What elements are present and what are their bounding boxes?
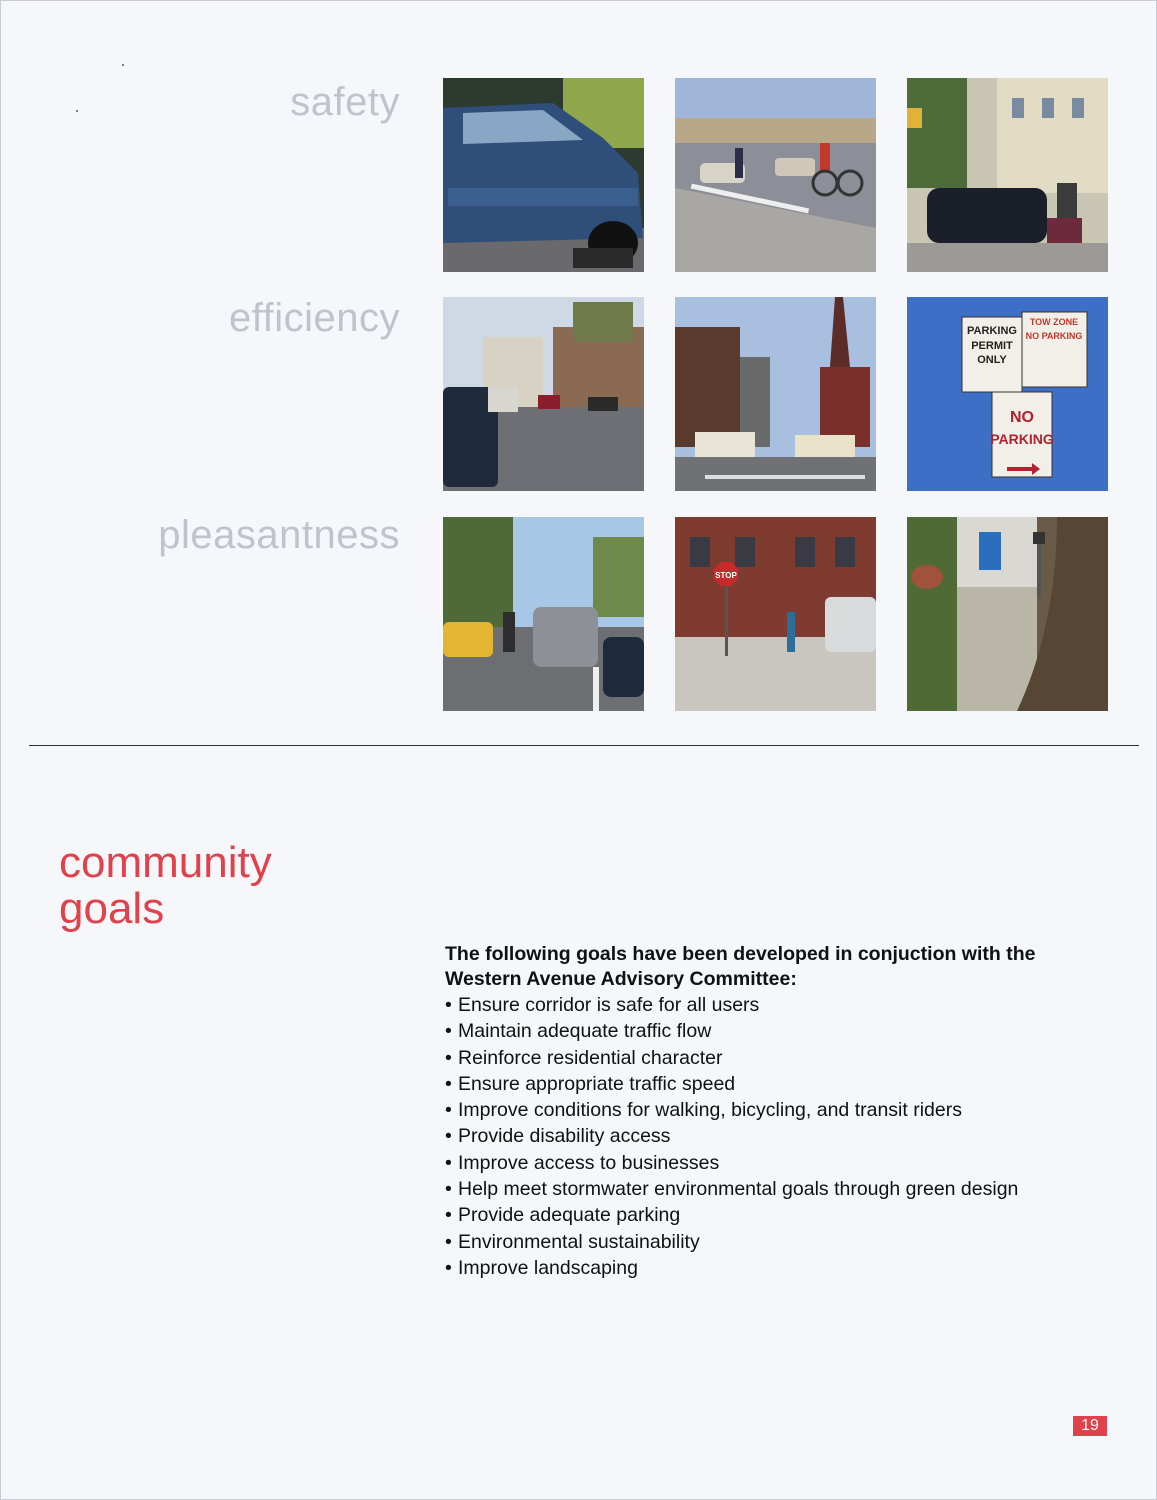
sign-text-no-parking-top: NO PARKING xyxy=(1025,331,1083,341)
bullet-icon: • xyxy=(445,1230,452,1253)
goal-text: Environmental sustainability xyxy=(458,1230,700,1253)
goal-text: Ensure appropriate traffic speed xyxy=(458,1072,736,1095)
section-title-line-2: goals xyxy=(59,884,165,933)
goal-item xyxy=(445,1176,1018,1202)
goal-item xyxy=(445,1018,1018,1044)
goal-item xyxy=(445,1202,1018,1228)
row-label-pleasantness: pleasantness xyxy=(158,513,400,557)
sign-text-permit: PERMIT xyxy=(971,340,1013,352)
sign-text-parking: PARKING xyxy=(967,325,1017,337)
goal-text: Provide adequate parking xyxy=(458,1204,681,1227)
sign-text-tow-zone: TOW ZONE xyxy=(1029,317,1079,327)
bullet-icon: • xyxy=(445,1099,452,1122)
goal-item xyxy=(445,992,1018,1018)
photo-stop-sign xyxy=(675,517,876,711)
row-label-safety: safety xyxy=(290,80,400,124)
goal-text: Improve landscaping xyxy=(458,1256,638,1279)
goal-item xyxy=(445,1045,1018,1071)
goal-text: Improve access to businesses xyxy=(458,1151,720,1174)
row-label-efficiency: efficiency xyxy=(228,296,400,340)
bullet-icon: • xyxy=(445,1151,452,1174)
goal-text: Maintain adequate traffic flow xyxy=(458,1020,712,1043)
bullet-icon: • xyxy=(445,994,452,1016)
goal-item xyxy=(445,1255,1018,1281)
stop-sign-text: STOP xyxy=(715,571,737,580)
photo-avenue-traffic xyxy=(443,297,644,491)
photo-parked-cars xyxy=(907,78,1108,272)
scan-speck xyxy=(76,110,78,112)
sign-text-parking-bottom: PARKING xyxy=(990,431,1054,447)
goal-text: Improve conditions for walking, bicycling, and transit riders xyxy=(458,1099,962,1122)
photo-parking-signs xyxy=(907,297,1108,491)
photo-car-in-motion xyxy=(443,78,644,272)
scan-speck xyxy=(122,64,124,66)
photo-crosswalk xyxy=(675,78,876,272)
bullet-icon: • xyxy=(445,1125,452,1148)
photo-cyclist-traffic xyxy=(443,517,644,711)
bullet-icon: • xyxy=(445,1204,452,1227)
photo-buses-church xyxy=(675,297,876,491)
goal-text: Reinforce residential character xyxy=(458,1046,723,1069)
goal-text: Provide disability access xyxy=(458,1125,671,1148)
goal-item xyxy=(445,1229,1018,1255)
bullet-icon: • xyxy=(445,1020,452,1043)
section-title xyxy=(59,840,272,932)
goal-item xyxy=(445,1150,1018,1176)
goal-text: Help meet stormwater environmental goals through green design xyxy=(458,1178,1019,1201)
goals-list xyxy=(445,992,1018,1281)
photo-sidewalk-tree xyxy=(907,517,1108,711)
sign-text-no: NO xyxy=(1010,409,1034,426)
goal-text: Ensure corridor is safe for all users xyxy=(458,994,760,1016)
bullet-icon: • xyxy=(445,1178,452,1201)
goals-intro: The following goals have been developed in conjuction with the Western Avenue Advisory Committee: xyxy=(445,943,1036,990)
goal-item xyxy=(445,1097,1018,1123)
section-divider xyxy=(29,745,1139,746)
page-number: 19 xyxy=(1073,1416,1107,1436)
bullet-icon: • xyxy=(445,1256,452,1279)
goal-item xyxy=(445,1071,1018,1097)
bullet-icon: • xyxy=(445,1046,452,1069)
bullet-icon: • xyxy=(445,1072,452,1095)
sign-text-only: ONLY xyxy=(977,354,1007,366)
goal-item xyxy=(445,1123,1018,1149)
section-title-line-1: community xyxy=(59,838,272,887)
